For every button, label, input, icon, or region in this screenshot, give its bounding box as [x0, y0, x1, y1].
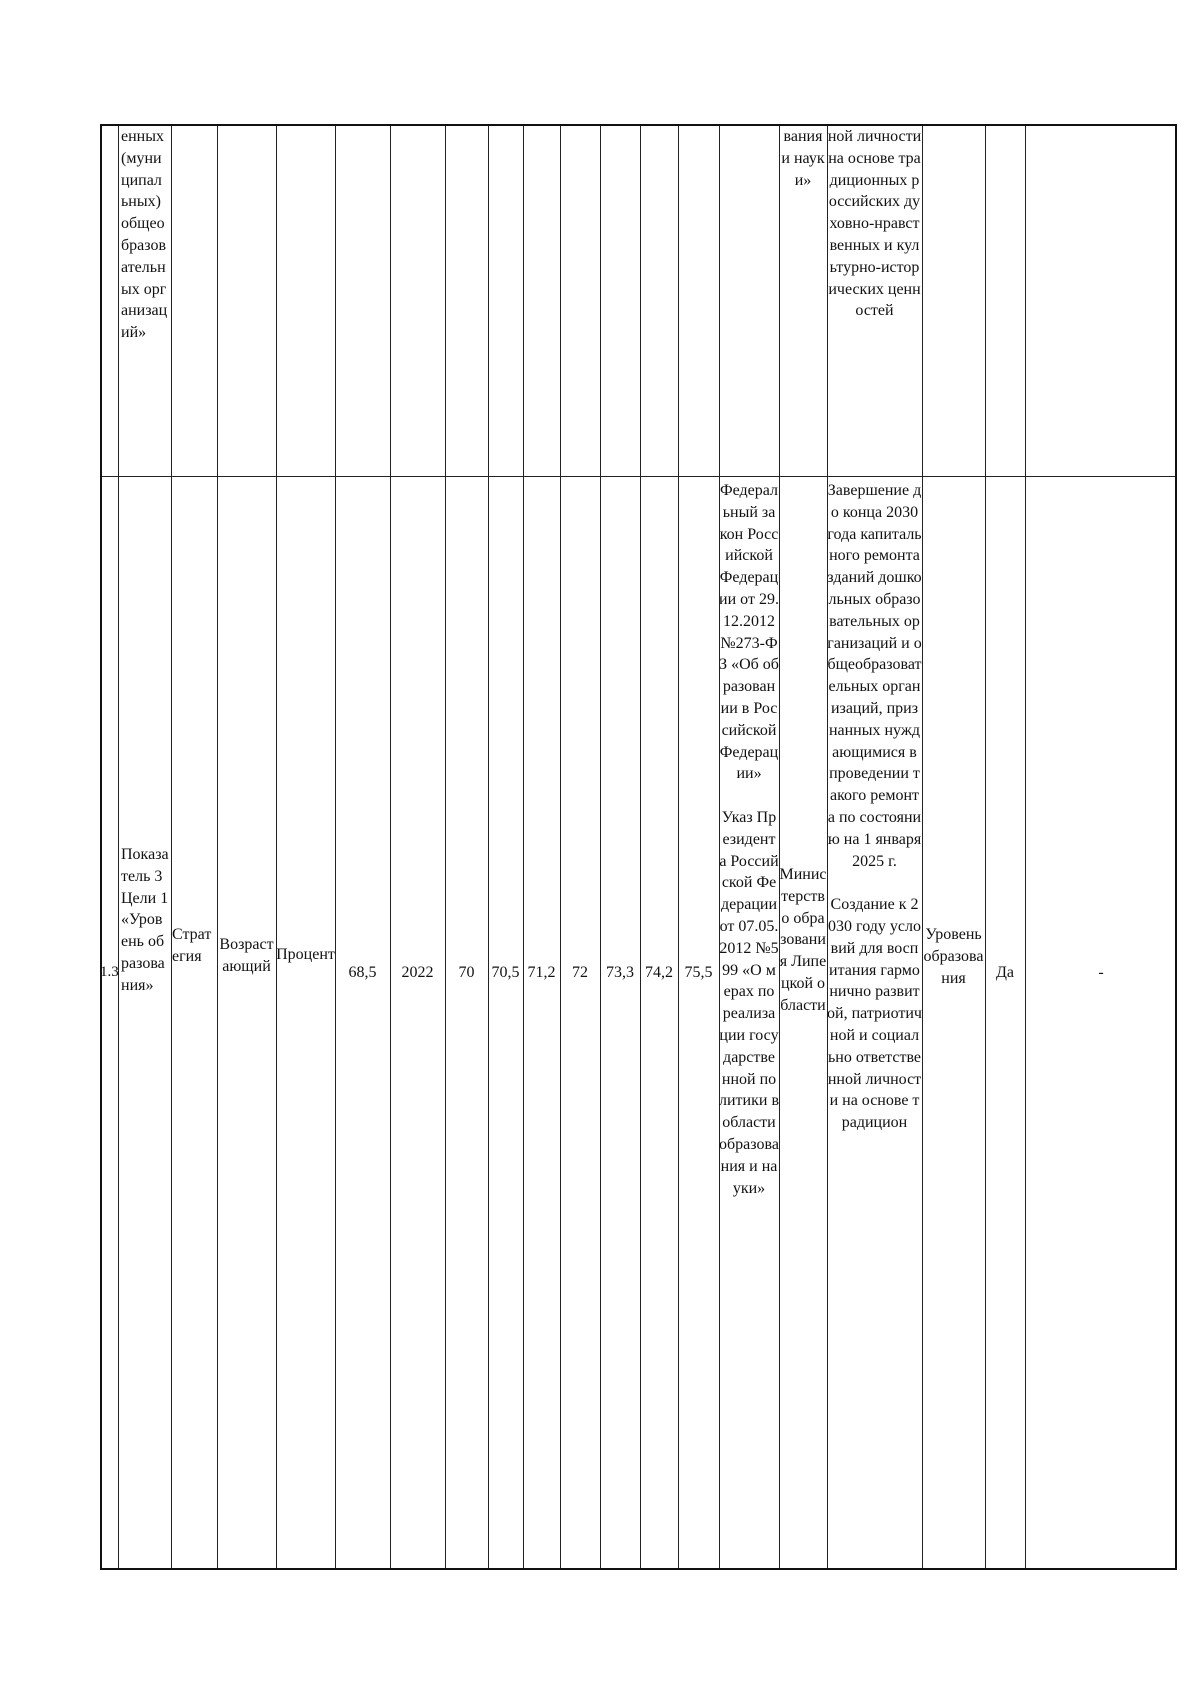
value-cell: 70: [458, 964, 475, 981]
level-cell: Стратегия: [172, 926, 212, 965]
goals-cell: Завершение до конца 2030 года капитального ремонта зданий дошкольных образовательных организаций и общеобразовательных организаций, признанных нуждающимися в проведении такого ремонта по состоянию на 1 января 2025 г. Создание к 2030 году условий для воспитания гармонично развитой, патриотичной и социально ответственной личности на основе традицион: [827, 482, 922, 1132]
value-cell: 74,2: [645, 964, 673, 981]
documents-cell: Федеральный закон Российской Федерации от 29.12.2012 №273-ФЗ «Об образовании в Российской Федерации» Указ Президента Российской Федерации от 07.05.2012 №599 «О мерах по реализации государственной политики в области образования и науки»: [719, 482, 779, 1197]
value-cell: 70,5: [491, 964, 520, 981]
top-row-goals-cell: ной личности на основе традиционных российских духовно-нравственных и культурно-исторических ценностей: [827, 128, 922, 320]
unit-cell: Процент: [276, 946, 335, 963]
value-cell: 72: [572, 964, 588, 981]
extra-cell: -: [1098, 964, 1104, 981]
indicator-name-cell: Показатель 3 Цели 1 «Уровень образования»: [121, 846, 169, 994]
flag-cell: Да: [995, 964, 1014, 981]
row-number: 1.3: [100, 964, 119, 980]
base-year-cell: 2022: [401, 964, 434, 981]
top-row-docs-cell: вания и науки»: [781, 128, 825, 189]
trend-cell: Возрастающий: [219, 936, 274, 975]
value-cell: 73,3: [606, 964, 634, 981]
table-border: [100, 124, 1177, 1570]
top-row-name-cell: енных (муниципальных) общеобразовательных организаций»: [121, 128, 168, 342]
value-cell: 75,5: [684, 964, 713, 981]
base-value-cell: 68,5: [348, 964, 377, 981]
value-cell: 71,2: [527, 964, 556, 981]
responsible-cell: Министерство образования Липецкой области: [779, 866, 827, 1014]
indicator-type-cell: Уровень образования: [923, 926, 984, 987]
indicator-table: [100, 124, 1177, 1570]
